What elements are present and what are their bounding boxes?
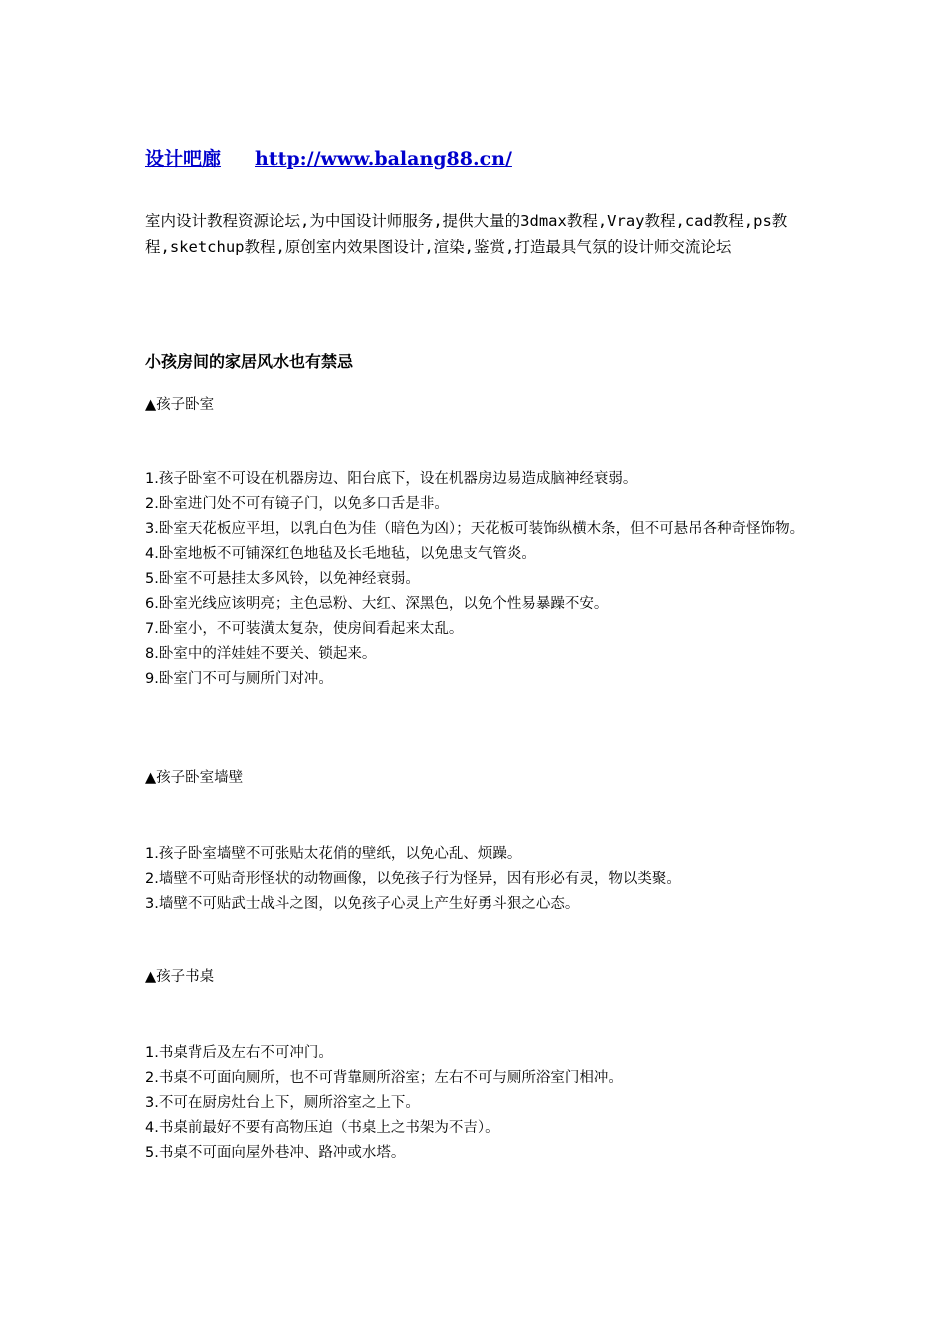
site-url-link[interactable]: http://www.balang88.cn/ <box>255 148 512 170</box>
list-item: 4.卧室地板不可铺深红色地毡及长毛地毡，以免患支气管炎。 <box>145 546 536 562</box>
list-item: 2.书桌不可面向厕所，也不可背靠厕所浴室；左右不可与厕所浴室门相冲。 <box>145 1070 623 1086</box>
section-list-bedroom-walls <box>145 842 815 917</box>
list-item: 3.卧室天花板应平坦，以乳白色为佳（暗色为凶）；天花板可装饰纵横木条，但不可悬吊各种奇怪饰物。 <box>145 521 805 537</box>
list-item: 6.卧室光线应该明亮；主色忌粉、大红、深黑色，以免个性易暴躁不安。 <box>145 596 609 612</box>
list-item: 9.卧室门不可与厕所门对冲。 <box>145 671 333 687</box>
list-item: 7.卧室小，不可装潢太复杂，使房间看起来太乱。 <box>145 621 464 637</box>
section-heading-bedroom-walls: ▲孩子卧室墙壁 <box>145 770 244 786</box>
list-item: 5.书桌不可面向屋外巷冲、路冲或水塔。 <box>145 1145 406 1161</box>
list-item: 4.书桌前最好不要有高物压迫（书桌上之书架为不吉）。 <box>145 1120 500 1136</box>
list-item: 1.书桌背后及左右不可冲门。 <box>145 1045 333 1061</box>
article-title: 小孩房间的家居风水也有禁忌 <box>145 352 354 371</box>
section-list-desk <box>145 1041 815 1166</box>
site-name-link[interactable]: 设计吧廊 <box>145 148 222 170</box>
list-item: 1.孩子卧室不可设在机器房边、阳台底下，设在机器房边易造成脑神经衰弱。 <box>145 471 638 487</box>
list-item: 5.卧室不可悬挂太多风铃，以免神经衰弱。 <box>145 571 420 587</box>
list-item: 8.卧室中的洋娃娃不要关、锁起来。 <box>145 646 377 662</box>
section-heading-bedroom: ▲孩子卧室 <box>145 397 215 413</box>
section-list-bedroom <box>145 467 815 692</box>
list-item: 2.墙壁不可贴奇形怪状的动物画像，以免孩子行为怪异，因有形必有灵，物以类聚。 <box>145 871 681 887</box>
section-heading-desk: ▲孩子书桌 <box>145 969 215 985</box>
list-item: 1.孩子卧室墙壁不可张贴太花俏的壁纸，以免心乱、烦躁。 <box>145 846 522 862</box>
list-item: 2.卧室进门处不可有镜子门，以免多口舌是非。 <box>145 496 449 512</box>
site-header <box>145 146 512 172</box>
intro-paragraph: 室内设计教程资源论坛,为中国设计师服务,提供大量的3dmax教程,Vray教程,cad教程,ps教程,sketchup教程,原创室内效果图设计,渲染,鉴赏,打造最具气氛的设计师交流论坛 <box>145 212 788 256</box>
list-item: 3.墙壁不可贴武士战斗之图，以免孩子心灵上产生好勇斗狠之心态。 <box>145 896 580 912</box>
list-item: 3.不可在厨房灶台上下，厕所浴室之上下。 <box>145 1095 420 1111</box>
